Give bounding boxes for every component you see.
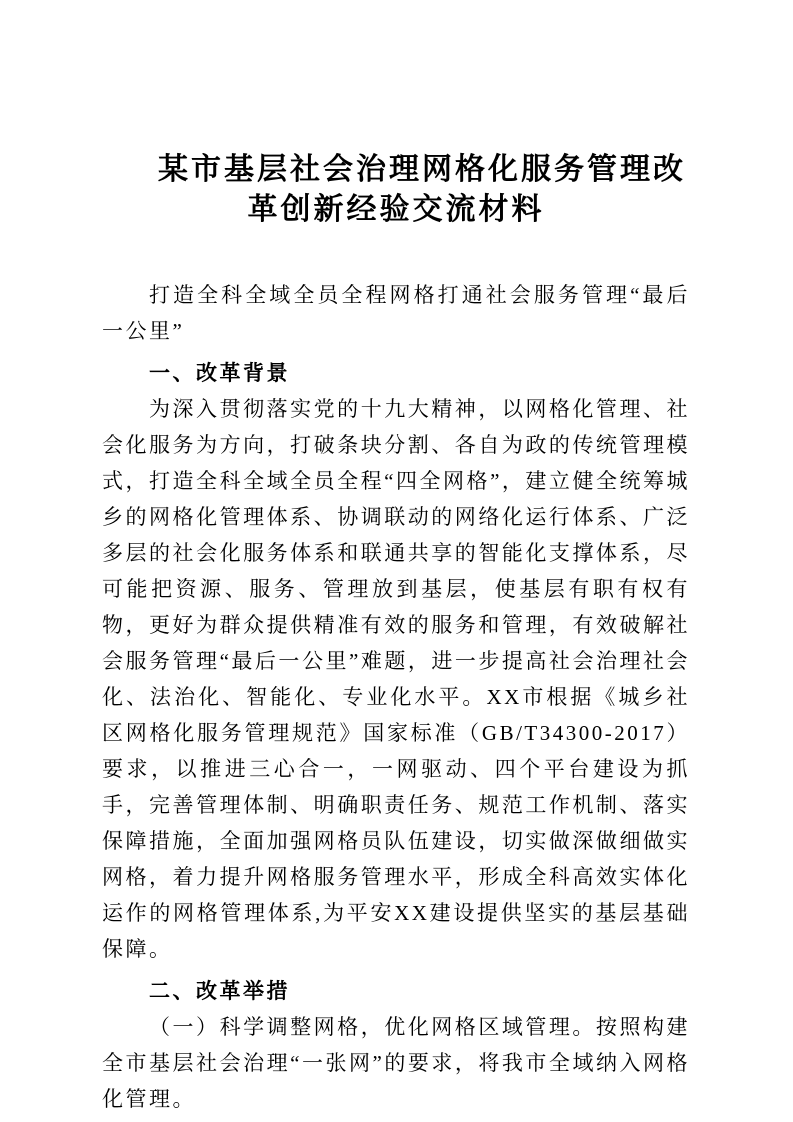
section-heading: 二、改革举措: [149, 979, 290, 1003]
section-heading: 一、改革背景: [149, 361, 290, 385]
document-title: 某市基层社会治理网格化服务管理改革创新经验交流材料: [158, 153, 686, 226]
document-body: [102, 277, 690, 1117]
document-paragraph: 为深入贯彻落实党的十九大精神，以网格化管理、社会化服务为方向，打破条块分割、各自为政的传统管理模式，打造全科全域全员全程“四全网格”，建立健全统筹城乡的网格化管理体系、协调联动的网络化运行体系、广泛多层的社会化服务体系和联通共享的智能化支撑体系，尽可能把资源、服务、管理放到基层，使基层有职有权有物，更好为群众提供精准有效的服务和管理，有效破解社会服务管理“最后一公里”难题，进一步提高社会治理社会化、法治化、智能化、专业化水平。XX市根据《城乡社区网格化服务管理规范》国家标准（GB/T34300-2017）要求，以推进三心合一，一网驱动、四个平台建设为抓手，完善管理体制、明确职责任务、规范工作机制、落实保障措施，全面加强网格员队伍建设，切实做深做细做实网格，着力提升网格服务管理水平，形成全科高效实体化运作的网格管理体系,为平安XX建设提供坚实的基层基础保障。: [102, 397, 690, 961]
document-paragraph: （一）科学调整网格，优化网格区域管理。按照构建全市基层社会治理“一张网”的要求，将我市全域纳入网格化管理。: [102, 1015, 690, 1111]
document-paragraph: 打造全科全域全员全程网格打通社会服务管理“最后一公里”: [102, 283, 690, 343]
